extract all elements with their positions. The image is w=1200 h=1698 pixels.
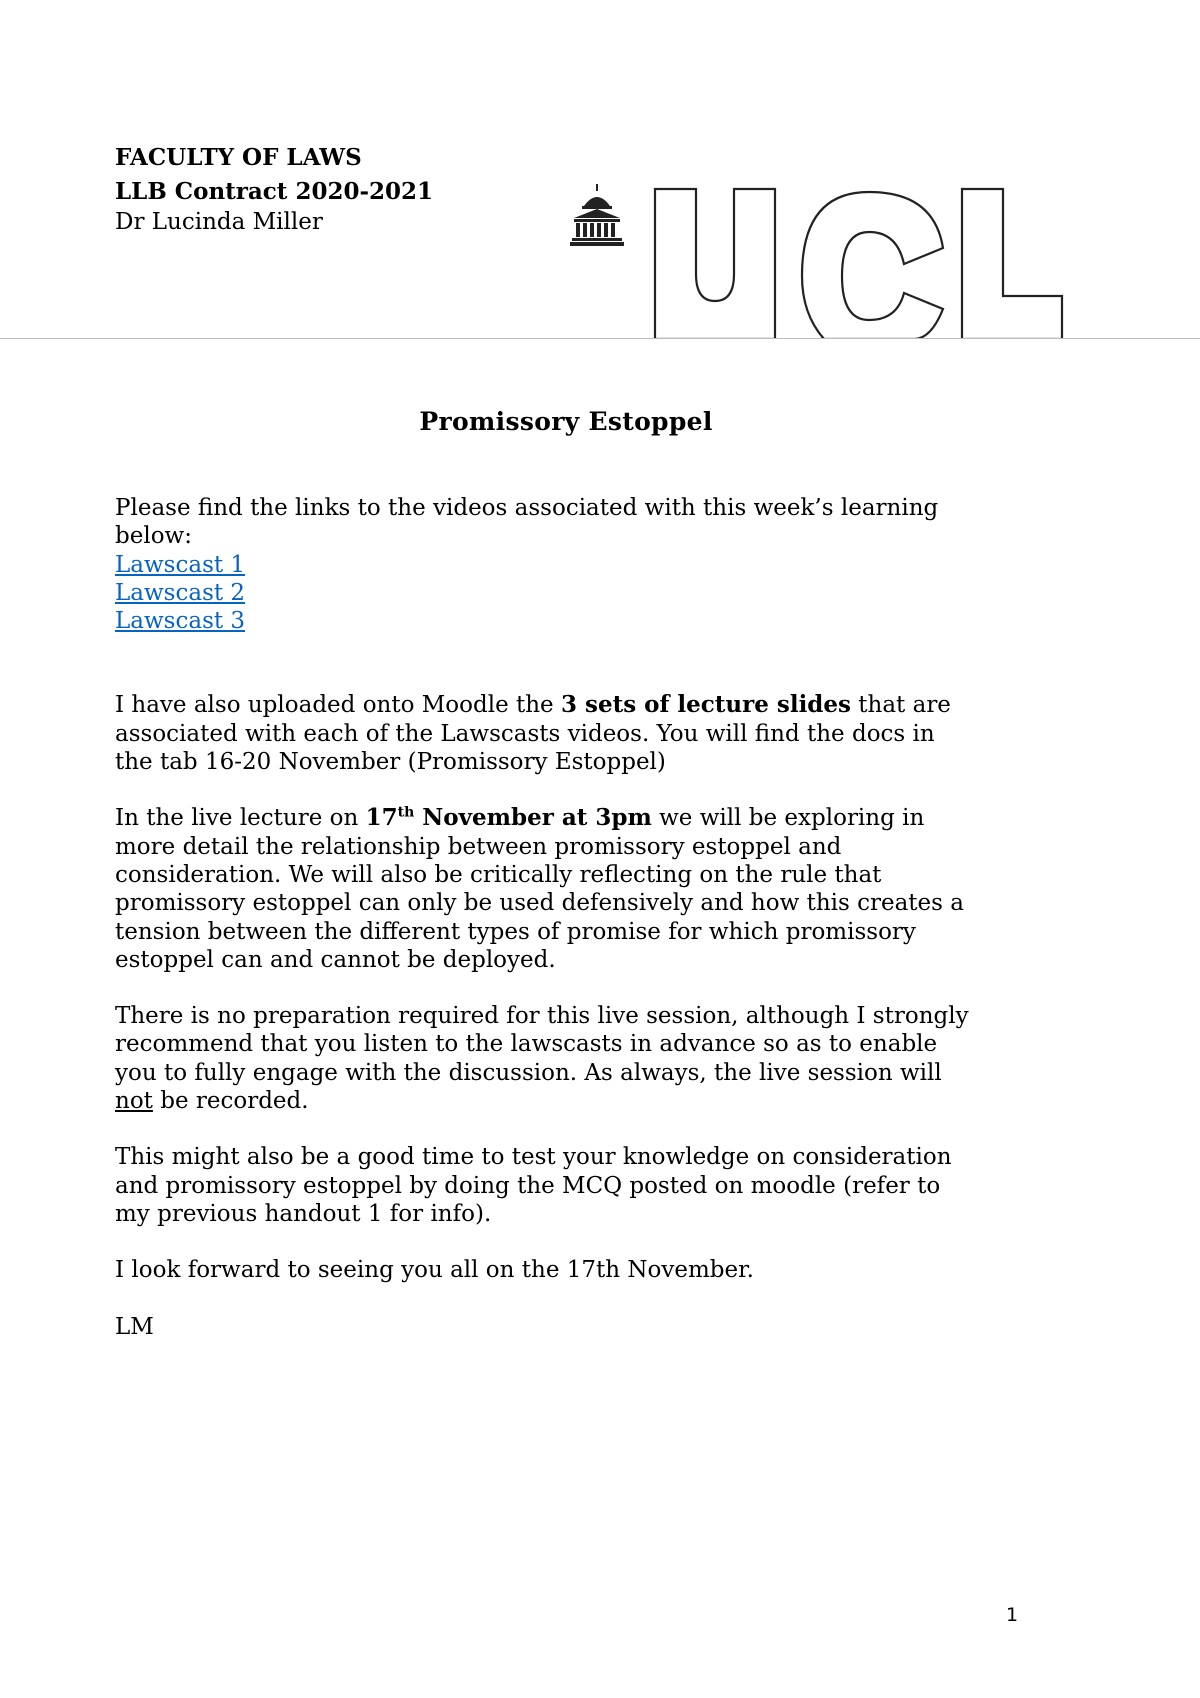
- mcq-paragraph-line: my previous handout 1 for info).: [115, 1200, 492, 1227]
- closing-line: I look forward to seeing you all on the 17th November.: [115, 1257, 754, 1284]
- slides-paragraph-line: the tab 16-20 November (Promissory Estoppel): [115, 749, 666, 776]
- preparation-paragraph-line: you to fully engage with the discussion. As always, the live session will: [115, 1059, 942, 1086]
- page-title: Promissory Estoppel: [419, 407, 713, 436]
- slides-paragraph-line: I have also uploaded onto Moodle the 3 sets of lecture slides that are: [115, 691, 951, 719]
- lecture-paragraph-line: estoppel can and cannot be deployed.: [115, 946, 556, 973]
- preparation-paragraph-line: not be recorded.: [115, 1088, 309, 1115]
- lecture-slides-emphasis: 3 sets of lecture slides: [560, 691, 851, 719]
- ucl-letter-c: [802, 192, 943, 339]
- page-number: 1: [1006, 1604, 1019, 1626]
- lecture-paragraph-line: tension between the different types of promise for which promissory: [115, 918, 916, 945]
- faculty-name: FACULTY OF LAWS: [115, 144, 362, 171]
- document-body: [115, 494, 1035, 1341]
- preparation-paragraph-line: recommend that you listen to the lawscasts in advance so as to enable: [115, 1031, 938, 1058]
- preparation-paragraph-line: There is no preparation required for this live session, although I strongly: [115, 1003, 969, 1030]
- lawscast-2-link[interactable]: Lawscast 2: [115, 579, 246, 606]
- lecture-paragraph-line: In the live lecture on 17th November at 3pm we will be exploring in: [115, 804, 925, 832]
- mcq-paragraph-line: and promissory estoppel by doing the MCQ posted on moodle (refer to: [115, 1172, 941, 1199]
- lecture-paragraph-line: promissory estoppel can only be used defensively and how this creates a: [115, 890, 964, 917]
- course-name: LLB Contract 2020-2021: [115, 178, 434, 205]
- lecture-paragraph-line: more detail the relationship between promissory estoppel and: [115, 833, 842, 860]
- ucl-letter-u: [655, 189, 775, 339]
- intro-line: Please find the links to the videos associated with this week’s learning: [115, 495, 939, 521]
- mcq-paragraph-line: This might also be a good time to test your knowledge on consideration: [115, 1144, 952, 1171]
- ucl-letter-l: [962, 189, 1062, 339]
- document-header: [115, 141, 433, 235]
- signoff: LM: [115, 1313, 154, 1340]
- ucl-logo: [566, 184, 1126, 343]
- not-emphasis: not: [115, 1088, 153, 1115]
- lecture-date-emphasis: 17th November at 3pm: [365, 804, 652, 832]
- lawscast-1-link[interactable]: Lawscast 1: [115, 551, 246, 578]
- slides-paragraph-line: associated with each of the Lawscasts videos. You will find the docs in: [115, 720, 935, 747]
- intro-line: below:: [115, 523, 192, 550]
- lawscast-3-link[interactable]: Lawscast 3: [115, 608, 246, 635]
- header-divider: [0, 338, 1200, 339]
- lecture-paragraph-line: consideration. We will also be critically reflecting on the rule that: [115, 861, 882, 888]
- portico-dome-icon: [570, 184, 624, 246]
- lecturer-name: Dr Lucinda Miller: [115, 209, 323, 235]
